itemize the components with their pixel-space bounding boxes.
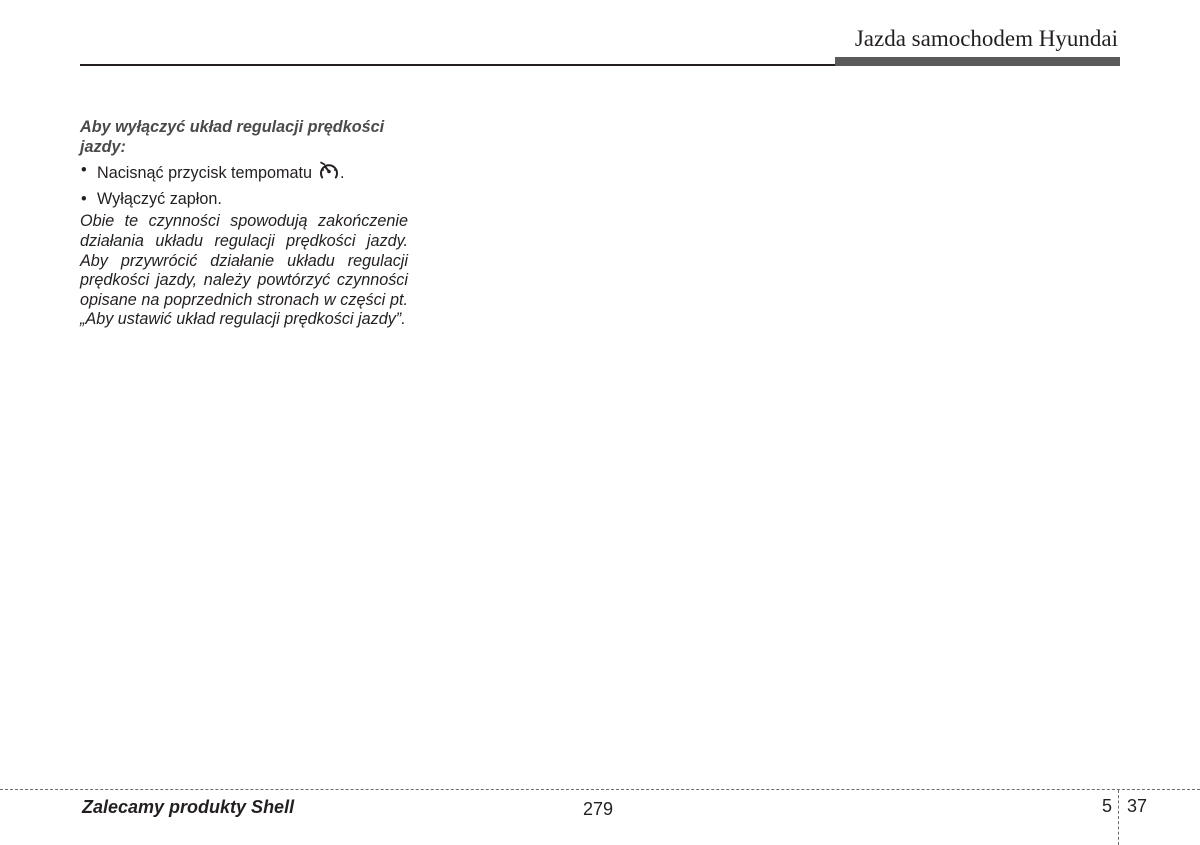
footer-slogan: Zalecamy produkty Shell [82,797,295,817]
page-header-title: Jazda samochodem Hyundai [854,26,1118,51]
cruise-control-icon [318,161,340,187]
bullet-text: Wyłączyć zapłon. [97,189,222,208]
bullet-mark: • [81,161,87,180]
bullet-list [80,161,408,209]
footer-chapter-number: 5 [1102,796,1113,816]
note-paragraph: Obie te czynności spowodują zakończenie działania układu regulacji prędkości jazdy. Aby przywrócić działanie układu regulacji prędkości jazdy, należy powtórzyć czynności opisane na poprzednich stronach w części pt. „Aby ustawić układ regulacji prędkości jazdy”. [80,212,408,329]
list-item [80,190,408,210]
section-heading: Aby wyłączyć układ regulacji prędkości jazdy: [80,118,385,156]
bullet-suffix: . [340,164,345,183]
bullet-text: Nacisnąć przycisk tempomatu [97,164,313,183]
footer-page-number: 279 [583,799,614,819]
list-item [80,161,408,187]
bullet-mark: • [81,189,87,208]
header-accent-bar [835,57,1120,66]
content-column [80,118,408,330]
header-rule [80,64,836,66]
footer-rule [0,789,1200,790]
footer-chapter-page: 37 [1127,796,1148,816]
footer-divider [1118,790,1119,845]
